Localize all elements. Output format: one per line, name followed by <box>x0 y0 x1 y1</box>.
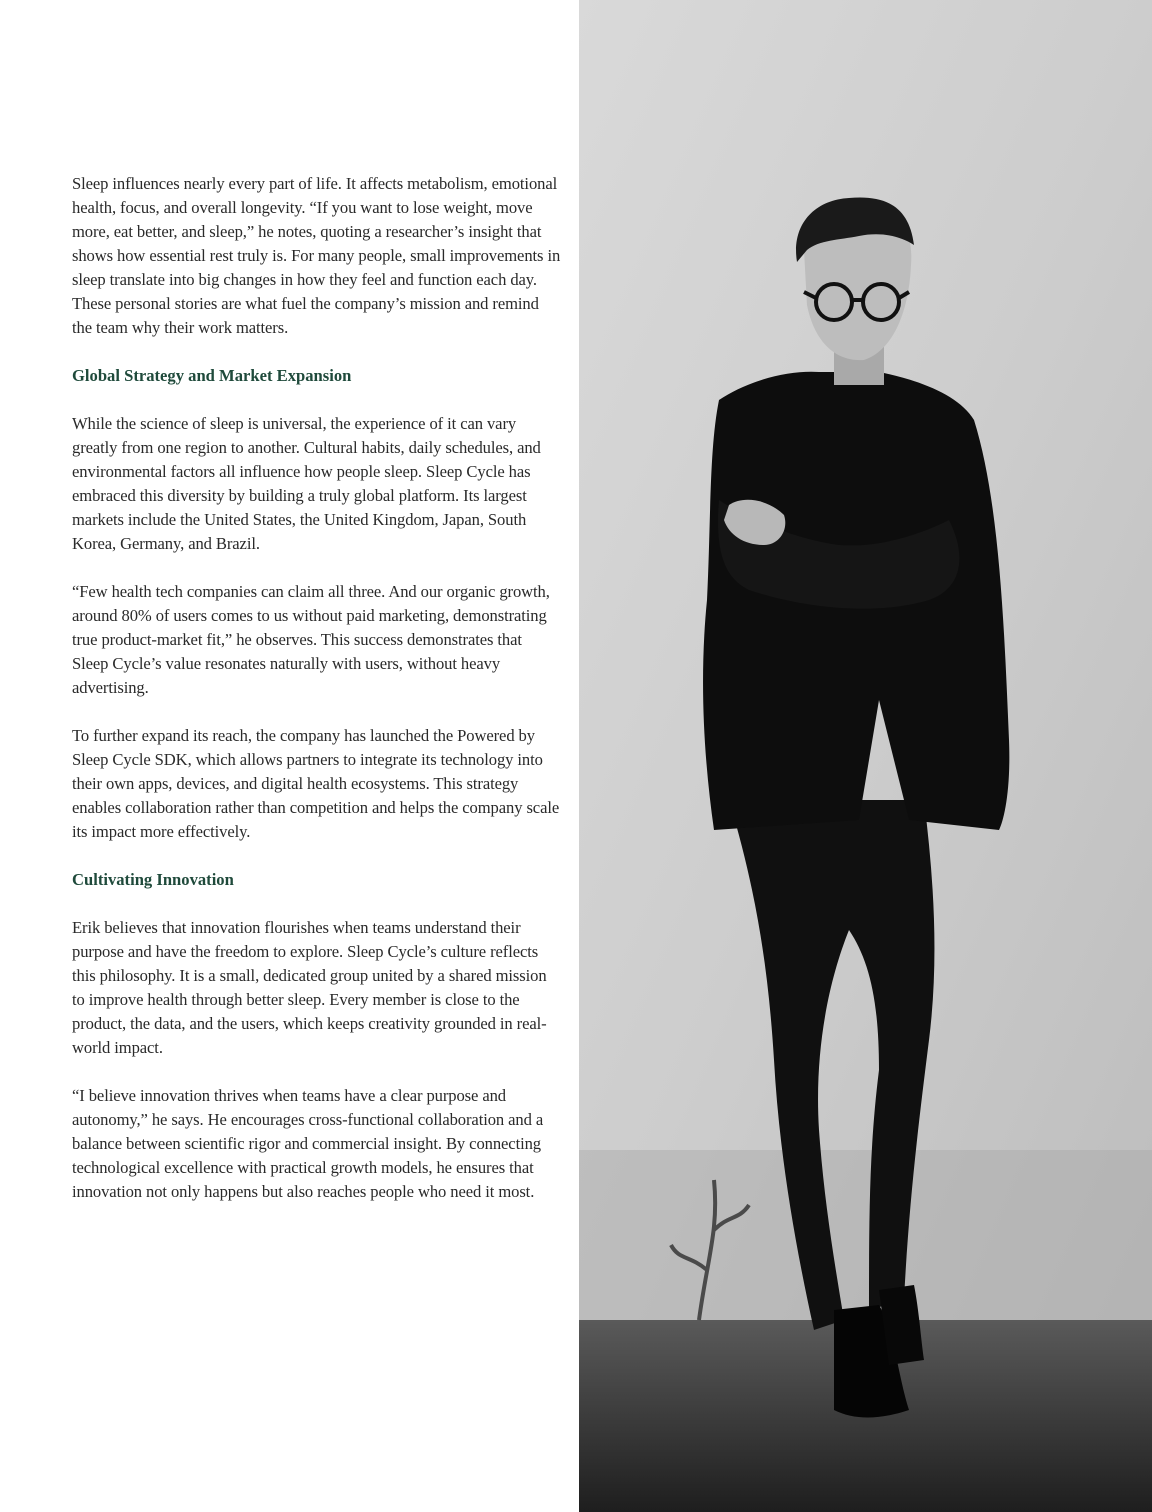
heading-global-strategy: Global Strategy and Market Expansion <box>72 366 352 385</box>
article-text-column <box>72 172 562 1228</box>
paragraph-erik-believes: Erik believes that innovation flourishes when teams understand their purpose and have the freedom to explore. Sleep Cycle’s culture reflects this philosophy. It is a small, dedicated group united by a shared mission to improve health through better sleep. Every member is close to the product, the data, and the users, which keeps creativity grounded in real-world impact. <box>72 918 547 1057</box>
paragraph-few-health-tech: “Few health tech companies can claim all three. And our organic growth, around 80% of users comes to us without paid marketing, demonstrating true product-market fit,” he observes. This success demonstrates that Sleep Cycle’s value resonates naturally with users, without heavy advertising. <box>72 582 550 697</box>
paragraph-innovation-thrives: “I believe innovation thrives when teams have a clear purpose and autonomy,” he says. He encourages cross-functional collaboration and a balance between scientific rigor and commercial insight. By connecting technological excellence with practical growth models, he ensures that innovation not only happens but also reaches people who need it most. <box>72 1086 544 1201</box>
portrait-photo-icon <box>579 0 1152 1512</box>
paragraph-sleep-influences: Sleep influences nearly every part of life. It affects metabolism, emotional health, focus, and overall longevity. “If you want to lose weight, move more, eat better, and sleep,” he notes, quoting a researcher’s insight that shows how essential rest truly is. For many people, small improvements in sleep translate into big changes in how they feel and function each day. These personal stories are what fuel the company’s mission and remind the team why their work matters. <box>72 174 561 337</box>
paragraph-expand-reach: To further expand its reach, the company has launched the Powered by Sleep Cycle SDK, which allows partners to integrate its technology into their own apps, devices, and digital health ecosystems. This strategy enables collaboration rather than competition and helps the company scale its impact more effectively. <box>72 726 560 841</box>
heading-cultivating-innovation: Cultivating Innovation <box>72 870 234 889</box>
paragraph-science-of-sleep: While the science of sleep is universal, the experience of it can vary greatly from one region to another. Cultural habits, daily schedules, and environmental factors all influence how people sleep. Sleep Cycle has embraced this diversity by building a truly global platform. Its largest markets include the United States, the United Kingdom, Japan, South Korea, Germany, and Brazil. <box>72 414 541 553</box>
portrait-photo <box>579 0 1152 1512</box>
